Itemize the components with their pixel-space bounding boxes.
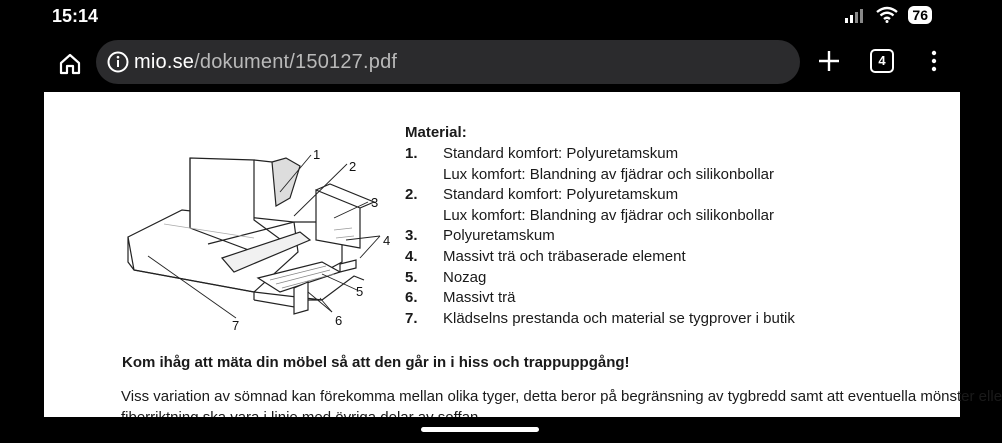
diagram-label-3: 3 (371, 195, 379, 210)
material-number: 4. (405, 247, 418, 265)
material-heading: Material: (405, 124, 467, 141)
material-item (405, 309, 795, 330)
material-list (405, 144, 795, 329)
measure-warning: Kom ihåg att mäta din möbel så att den går in i hiss och trappuppgång! (122, 354, 630, 371)
url-domain: mio.se (134, 51, 195, 73)
gesture-bar (0, 417, 960, 443)
material-text: Lux komfort: Blandning av fjädrar och silikonbollar (443, 165, 775, 183)
material-number: 2. (405, 186, 418, 204)
url-path: /dokument/150127.pdf (194, 51, 398, 73)
status-icons (844, 6, 932, 24)
info-icon[interactable] (106, 50, 130, 74)
material-number: 7. (405, 309, 418, 327)
material-item (405, 288, 795, 309)
material-text: Polyuretamskum (443, 227, 555, 245)
more-menu-icon[interactable] (926, 48, 942, 74)
material-number: 5. (405, 268, 418, 286)
material-item (405, 206, 795, 227)
status-bar (0, 0, 960, 32)
material-text: Klädselns prestanda och material se tygprover i butik (443, 309, 795, 327)
material-text: Standard komfort: Polyuretamskum (443, 145, 679, 162)
paragraph-line: Viss variation av sömnad kan förekomma mellan olika tyger, detta beror på begränsning av tygbredd samt att eventuella mönster elle (121, 388, 1002, 405)
material-number: 6. (405, 289, 418, 307)
signal-icon (844, 7, 866, 23)
sofa-module-diagram (104, 132, 404, 342)
home-icon[interactable] (56, 50, 84, 78)
diagram-label-1: 1 (313, 147, 321, 162)
material-number (405, 165, 443, 186)
material-text: Nozag (443, 268, 487, 286)
wifi-icon (876, 7, 898, 23)
home-indicator[interactable] (421, 427, 539, 432)
material-item (405, 247, 795, 268)
material-item (405, 185, 795, 206)
clock: 15:14 (52, 6, 99, 26)
material-text: Massivt trä och träbaserade element (443, 247, 686, 265)
material-number (405, 206, 443, 227)
material-text: Massivt trä (443, 289, 516, 307)
url-text[interactable] (134, 51, 397, 74)
diagram-label-7: 7 (232, 318, 240, 333)
new-tab-plus-icon[interactable] (816, 48, 842, 74)
material-item (405, 165, 795, 186)
diagram-label-2: 2 (349, 159, 357, 174)
pdf-page (44, 92, 1002, 417)
battery-indicator: 76 (908, 6, 932, 24)
material-number: 3. (405, 227, 418, 245)
diagram-label-4: 4 (383, 233, 391, 248)
material-text: Lux komfort: Blandning av fjädrar och silikonbollar (443, 206, 775, 224)
tab-switcher-button[interactable]: 4 (870, 49, 894, 73)
material-item (405, 268, 795, 289)
diagram-label-5: 5 (356, 284, 364, 299)
material-item (405, 144, 795, 165)
browser-toolbar (0, 36, 960, 88)
diagram-label-6: 6 (335, 313, 343, 328)
address-bar[interactable] (96, 40, 800, 84)
material-number: 1. (405, 145, 418, 162)
material-text: Standard komfort: Polyuretamskum (443, 186, 679, 204)
material-item (405, 226, 795, 247)
